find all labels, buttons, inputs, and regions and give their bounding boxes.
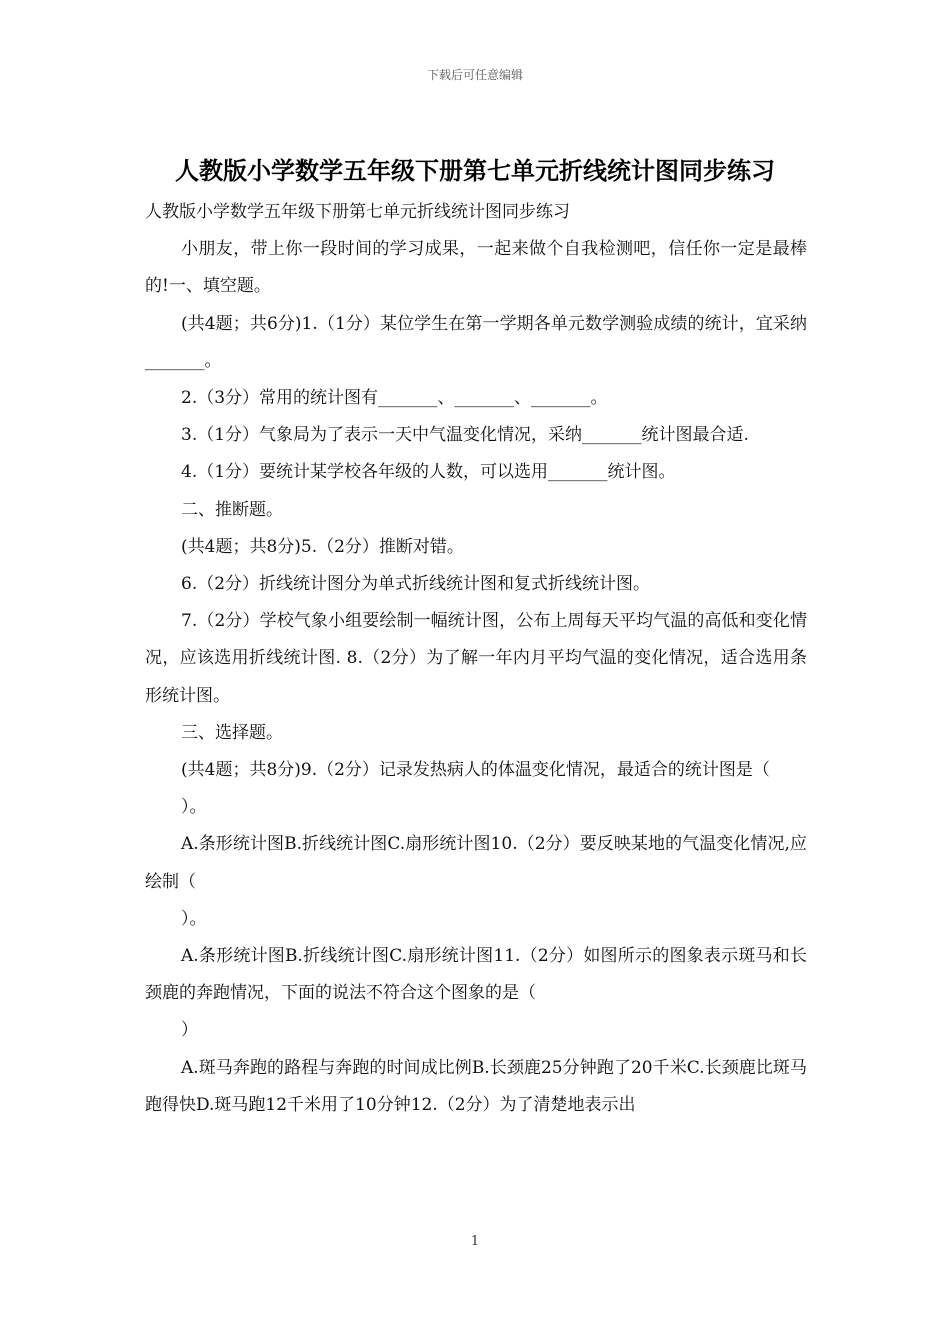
paragraph: A.条形统计图B.折线统计图C.扇形统计图10.（2分）要反映某地的气温变化情况,应绘制（ [145, 834, 807, 892]
paragraph: A.斑马奔跑的路程与奔跑的时间成比例B.长颈鹿25分钟跑了20千米C.长颈鹿比斑马跑得快D.斑马跑12千米用了10分钟12.（2分）为了清楚地表示出 [145, 1057, 807, 1115]
paragraph: (共4题；共6分)1.（1分）某位学生在第一学期各单元数学测验成绩的统计，宜采纳_______。 [145, 313, 807, 371]
header-note: 下载后可任意编辑 [426, 68, 523, 82]
paragraph: ）。 [181, 908, 207, 929]
paragraph: 小朋友，带上你一段时间的学习成果，一起来做个自我检测吧，信任你一定是最棒的!一、填空题。 [145, 239, 807, 297]
section-heading: 二、推断题。 [181, 499, 283, 520]
paragraph: A.条形统计图B.折线统计图C.扇形统计图11.（2分）如图所示的图象表示斑马和长颈鹿的奔跑情况，下面的说法不符合这个图象的是（ [145, 946, 807, 1004]
page-number: 1 [470, 1234, 480, 1249]
section-heading: 三、选择题。 [181, 722, 283, 743]
paragraph: 4.（1分）要统计某学校各年级的人数，可以选用_______统计图。 [181, 462, 676, 483]
paragraph: 人教版小学数学五年级下册第七单元折线统计图同步练习 [145, 202, 570, 222]
paragraph: 3.（1分）气象局为了表示一天中气温变化情况，采纳_______统计图最合适. [181, 425, 749, 446]
document-body [145, 194, 807, 1124]
paragraph: (共4题；共8分)5.（2分）推断对错。 [181, 536, 464, 557]
paragraph: ） [181, 1020, 198, 1041]
paragraph: 7.（2分）学校气象小组要绘制一幅统计图，公布上周每天平均气温的高低和变化情况，应该选用折线统计图. 8.（2分）为了解一年内月平均气温的变化情况，适合选用条形统计图。 [145, 611, 807, 706]
paragraph: 6.（2分）折线统计图分为单式折线统计图和复式折线统计图。 [181, 574, 651, 595]
paragraph: 2.（3分）常用的统计图有_______、_______、_______。 [181, 388, 608, 409]
document-title: 人教版小学数学五年级下册第七单元折线统计图同步练习 [175, 157, 775, 185]
paragraph: ）。 [181, 797, 207, 818]
paragraph: (共4题；共8分)9.（2分）记录发热病人的体温变化情况，最适合的统计图是（ [181, 760, 770, 781]
